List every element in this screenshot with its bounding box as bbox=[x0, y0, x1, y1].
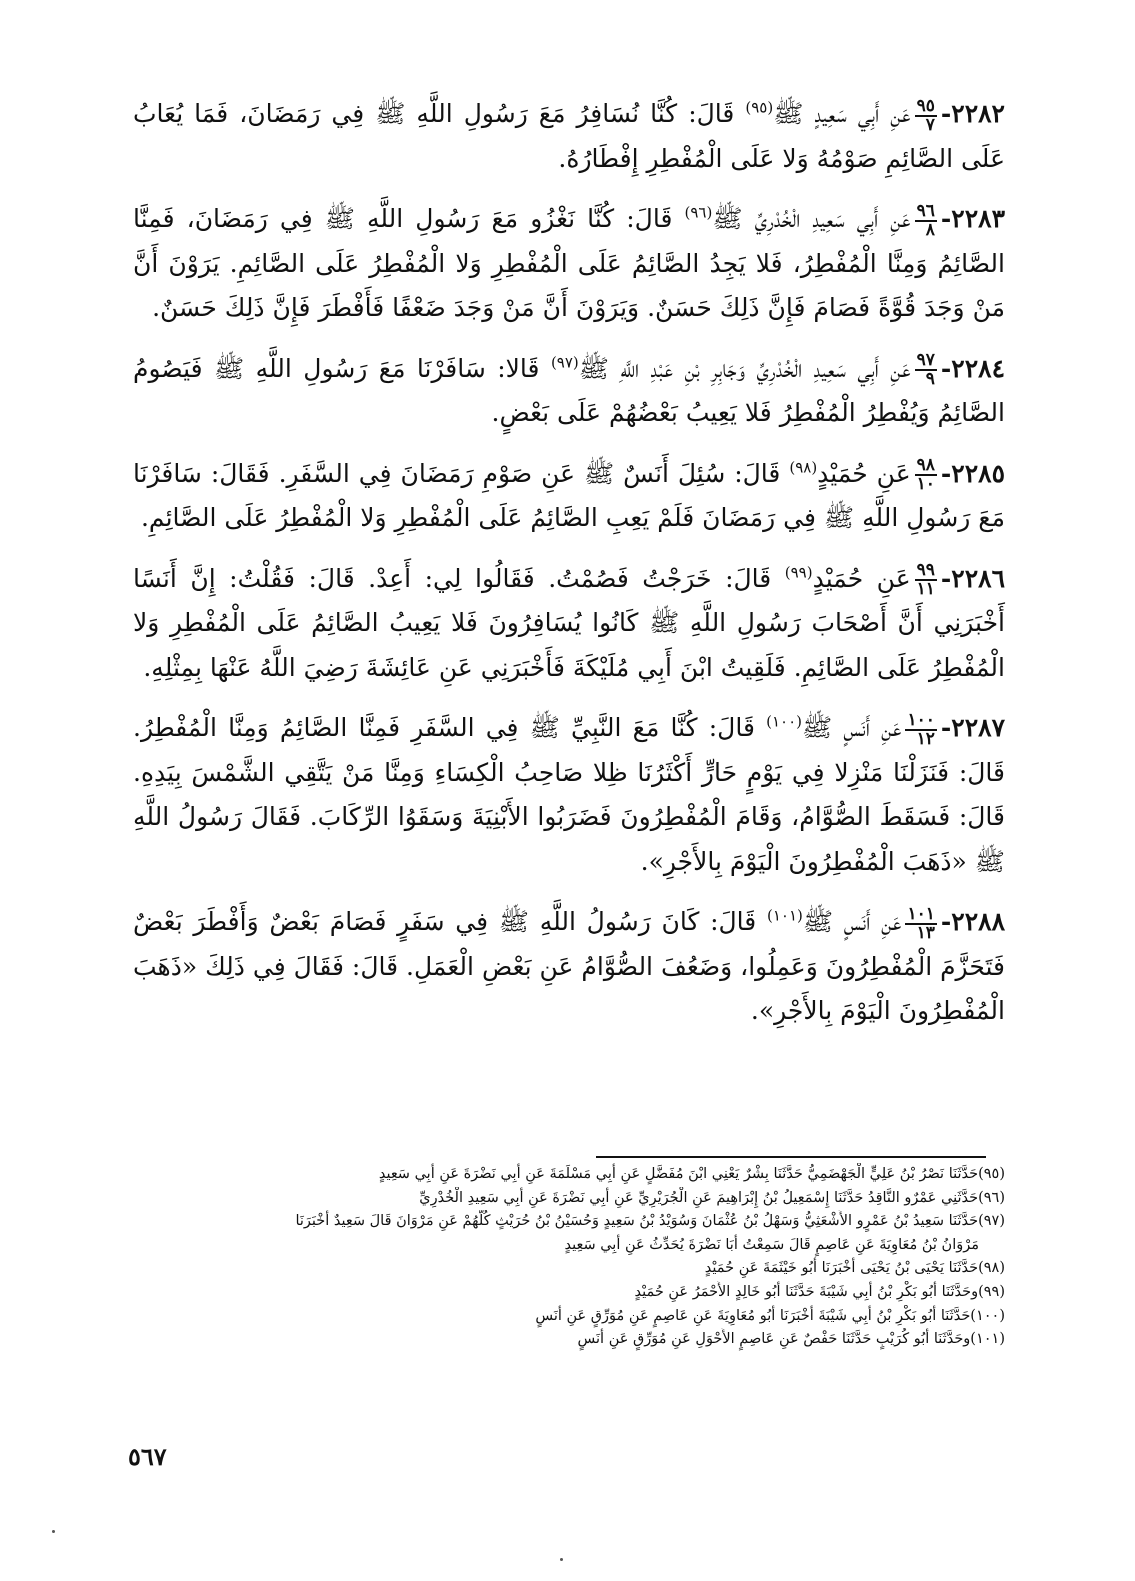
fraction-bottom: ٩ bbox=[925, 369, 935, 389]
fraction-top: ٩٩ bbox=[916, 560, 935, 580]
fraction-top: ١٠٠ bbox=[907, 709, 935, 730]
fraction-bottom: ١٢ bbox=[916, 728, 935, 749]
hadith-number: ٢٢٨٤- bbox=[940, 353, 1006, 383]
hadith-number: ٢٢٨٨- bbox=[940, 907, 1005, 936]
hadith-narrator: عَنِ حُمَيْدٍ bbox=[817, 458, 911, 488]
hadith-2286 bbox=[133, 557, 1005, 691]
cross-reference-fraction bbox=[915, 457, 937, 493]
scan-speck bbox=[52, 1530, 55, 1533]
fraction-top: ٩٨ bbox=[916, 455, 935, 475]
scan-speck bbox=[560, 1558, 563, 1561]
hadith-list bbox=[133, 92, 1005, 1050]
fraction-top: ٩٥ bbox=[916, 95, 935, 116]
footnote-continuation: مَرْوَانُ بْنُ مُعَاوِيَةَ عَنِ عَاصِمٍ قَالَ سَمِعْتُ أَبَا نَضْرَةَ يُحَدِّثُ عَنِ أَبِي سَعِيدٍ bbox=[564, 1236, 979, 1253]
footnote-ref: (٩٥) bbox=[745, 98, 774, 117]
hadith-text: قَالَ: كَانَ رَسُولُ اللَّهِ ﷺ فِي سَفَرٍ فَصَامَ بَعْضٌ وَأَفْطَرَ بَعْضٌ فَتَحَزَّمَ الْمُفْطِرُونَ وَعَمِلُوا، وَضَعُفَ الصُّوَّامُ عَنِ بَعْضِ الْعَمَلِ. قَالَ: فَقَالَ فِي ذَلِكَ «ذَهَبَ الْمُفْطِرُونَ الْيَوْمَ بِالأَجْرِ». bbox=[133, 907, 1005, 1025]
cross-reference-fraction bbox=[915, 562, 937, 598]
cross-reference-fraction bbox=[915, 95, 937, 135]
cross-reference-fraction bbox=[905, 903, 936, 943]
footnote: (٩٧)حَدَّثَنَا سَعِيدُ بْنُ عَمْرٍو الأَشْعَثِيُّ وَسَهْلُ بْنُ عُثْمَانَ وَسُوَيْدُ بْنُ سَعِيدٍ وَحُسَيْنُ بْنُ حُرَيْثٍ كُلُّهُمْ عَنِ مَرْوَانَ قَالَ سَعِيدٌ أَخْبَرَنَا bbox=[295, 1213, 1005, 1230]
hadith-text: قَالا: سَافَرْنَا مَعَ رَسُولِ اللَّهِ ﷺ فَيَصُومُ الصَّائِمُ وَيُفْطِرُ الْمُفْطِرُ فَلا يَعِيبُ بَعْضُهُمْ عَلَى بَعْضٍ. bbox=[133, 353, 1005, 427]
footnote: (٩٩)وحَدَّثَنَا أَبُو بَكْرِ بْنُ أَبِي شَيْبَةَ حَدَّثَنَا أَبُو خَالِدٍ الأَحْمَرُ عَنِ حُمَيْدٍ bbox=[634, 1283, 1005, 1300]
fraction-bottom: ١١ bbox=[916, 579, 935, 599]
footnote-ref: (١٠٠) bbox=[766, 712, 802, 731]
hadith-2285 bbox=[133, 452, 1005, 541]
cross-reference-fraction bbox=[915, 200, 937, 240]
footnote: (٩٥)حَدَّثَنَا نَصْرُ بْنُ عَلِيٍّ الْجَهْضَمِيُّ حَدَّثَنَا بِشْرٌ يَعْنِي ابْنَ مُفَضَّلٍ عَنِ أَبِي مَسْلَمَةَ عَنِ أَبِي نَضْرَةَ عَنِ أَبِي سَعِيدٍ bbox=[378, 1166, 1005, 1182]
cross-reference-fraction bbox=[905, 709, 936, 749]
hadith-number: ٢٢٨٣- bbox=[940, 204, 1005, 233]
footnote: (١٠١)وحَدَّثَنَا أَبُو كُرَيْبٍ حَدَّثَنَا حَفْصٌ عَنِ عَاصِمٍ الأَحْوَلِ عَنِ مُوَرِّقٍ عَنِ أَنَسٍ bbox=[577, 1331, 1005, 1348]
fraction-bottom: ٨ bbox=[925, 219, 935, 240]
hadith-narrator: عَنِ حُمَيْدٍ bbox=[812, 563, 911, 593]
footnotes bbox=[133, 1163, 1005, 1352]
footnote-divider bbox=[596, 1156, 986, 1158]
fraction-bottom: ١٣ bbox=[916, 922, 935, 943]
hadith-text: قَالَ: خَرَجْتُ فَصُمْتُ. فَقَالُوا لِي: أَعِدْ. قَالَ: فَقُلْتُ: إِنَّ أَنَسًا أَخْبَرَنِي أَنَّ أَصْحَابَ رَسُولِ اللَّهِ ﷺ كَانُوا يُسَافِرُونَ فَلا يَعِيبُ الصَّائِمُ عَلَى الْمُفْطِرِ وَلا الْمُفْطِرُ عَلَى الصَّائِمِ. فَلَقِيتُ ابْنَ أَبِي مُلَيْكَةَ فَأَخْبَرَنِي عَنِ عَائِشَةَ رَضِيَ اللَّهُ عَنْهَا بِمِثْلِهِ. bbox=[133, 563, 1005, 682]
fraction-bottom: ١٠ bbox=[916, 474, 935, 494]
hadith-number: ٢٢٨٧- bbox=[940, 713, 1005, 742]
fraction-top: ٩٦ bbox=[916, 200, 935, 221]
hadith-2283 bbox=[133, 197, 1005, 331]
hadith-narrator: عَنِ أَنَسٍ ﷺ bbox=[802, 907, 902, 936]
hadith-narrator: عَنِ أَبِي سَعِيدٍ ﷺ bbox=[773, 99, 911, 128]
fraction-top: ٩٧ bbox=[916, 350, 935, 370]
footnote: (٩٦)حَدَّثَنِي عَمْرٌو النَّاقِدُ حَدَّثَنَا إِسْمَعِيلُ بْنُ إِبْرَاهِيمَ عَنِ الْجُرَيْرِيِّ عَنِ أَبِي نَضْرَةَ عَنِ أَبِي سَعِيدِ الْخُدْرِيِّ bbox=[419, 1189, 1005, 1206]
footnote-ref: (٩٩) bbox=[784, 563, 813, 582]
footnote: (٩٨)حَدَّثَنَا يَحْيَى بْنُ يَحْيَى أَخْبَرَنَا أَبُو خَيْثَمَةَ عَنِ حُمَيْدٍ bbox=[704, 1260, 1005, 1277]
hadith-2287 bbox=[133, 706, 1005, 884]
hadith-text: قَالَ: كُنَّا نَغْزُو مَعَ رَسُولِ اللَّهِ ﷺ فِي رَمَضَانَ، فَمِنَّا الصَّائِمُ وَمِنَّا الْمُفْطِرُ، فَلا يَجِدُ الصَّائِمُ عَلَى الْمُفْطِرِ وَلا الْمُفْطِرُ عَلَى الصَّائِمِ. يَرَوْنَ أَنَّ مَنْ وَجَدَ قُوَّةً فَصَامَ فَإِنَّ ذَلِكَ حَسَنٌ. وَيَرَوْنَ أَنَّ مَنْ وَجَدَ ضَعْفًا فَأَفْطَرَ فَإِنَّ ذَلِكَ حَسَنٌ. bbox=[133, 204, 1005, 322]
hadith-number: ٢٢٨٥- bbox=[940, 458, 1006, 488]
hadith-narrator: عَنِ أَبِي سَعِيدِ الْخُدْرِيِّ ﷺ bbox=[712, 204, 911, 233]
footnote-ref: (٩٦) bbox=[684, 203, 713, 222]
hadith-text: قَالَ: سُئِلَ أَنَسٌ ﷺ عَنِ صَوْمِ رَمَضَانَ فِي السَّفَرِ. فَقَالَ: سَافَرْنَا مَعَ رَسُولِ اللَّهِ ﷺ فِي رَمَضَانَ فَلَمْ يَعِبِ الصَّائِمُ عَلَى الْمُفْطِرِ وَلا الْمُفْطِرُ عَلَى الصَّائِمِ. bbox=[133, 458, 1005, 532]
hadith-text: قَالَ: كُنَّا مَعَ النَّبِيِّ ﷺ فِي السَّفَرِ فَمِنَّا الصَّائِمُ وَمِنَّا الْمُفْطِرُ. قَالَ: فَنَزَلْنَا مَنْزِلا فِي يَوْمٍ حَارٍّ أَكْثَرُنَا ظِلا صَاحِبُ الْكِسَاءِ وَمِنَّا مَنْ يَتَّقِي الشَّمْسَ بِيَدِهِ. قَالَ: فَسَقَطَ الصُّوَّامُ، وَقَامَ الْمُفْطِرُونَ فَضَرَبُوا الأَبْنِيَةَ وَسَقَوُا الرِّكَابَ. فَقَالَ رَسُولُ اللَّهِ ﷺ «ذَهَبَ الْمُفْطِرُونَ الْيَوْمَ بِالأَجْرِ». bbox=[133, 713, 1005, 876]
footnote: (١٠٠)حَدَّثَنَا أَبُو بَكْرِ بْنُ أَبِي شَيْبَةَ أَخْبَرَنَا أَبُو مُعَاوِيَةَ عَنِ عَاصِمٍ عَنِ مُوَرِّقٍ عَنِ أَنَسٍ bbox=[535, 1307, 1005, 1324]
footnote-ref: (٩٨) bbox=[789, 458, 818, 477]
hadith-number: ٢٢٨٦- bbox=[940, 563, 1006, 593]
hadith-text: قَالَ: كُنَّا نُسَافِرُ مَعَ رَسُولِ اللَّهِ ﷺ فِي رَمَضَانَ، فَمَا يُعَابُ عَلَى الصَّائِمِ صَوْمُهُ وَلا عَلَى الْمُفْطِرِ إِفْطَارُهُ. bbox=[133, 99, 1005, 173]
hadith-2282 bbox=[133, 92, 1005, 181]
fraction-bottom: ٧ bbox=[925, 114, 935, 135]
footnote-ref: (١٠١) bbox=[766, 906, 803, 925]
cross-reference-fraction bbox=[915, 352, 937, 388]
fraction-top: ١٠١ bbox=[907, 903, 935, 924]
footnote-ref: (٩٧) bbox=[550, 353, 579, 372]
hadith-2284 bbox=[133, 347, 1005, 436]
hadith-narrator: عَنِ أَنَسٍ ﷺ bbox=[801, 713, 902, 742]
hadith-2288 bbox=[133, 900, 1005, 1034]
page-number: ٥٦٧ bbox=[128, 1442, 167, 1471]
hadith-number: ٢٢٨٢- bbox=[940, 99, 1005, 128]
hadith-narrator: عَنِ أَبِي سَعِيدِ الْخُدْرِيِّ وَجَابِرِ بْنِ عَبْدِ اللَّهِ ﷺ bbox=[578, 353, 911, 383]
